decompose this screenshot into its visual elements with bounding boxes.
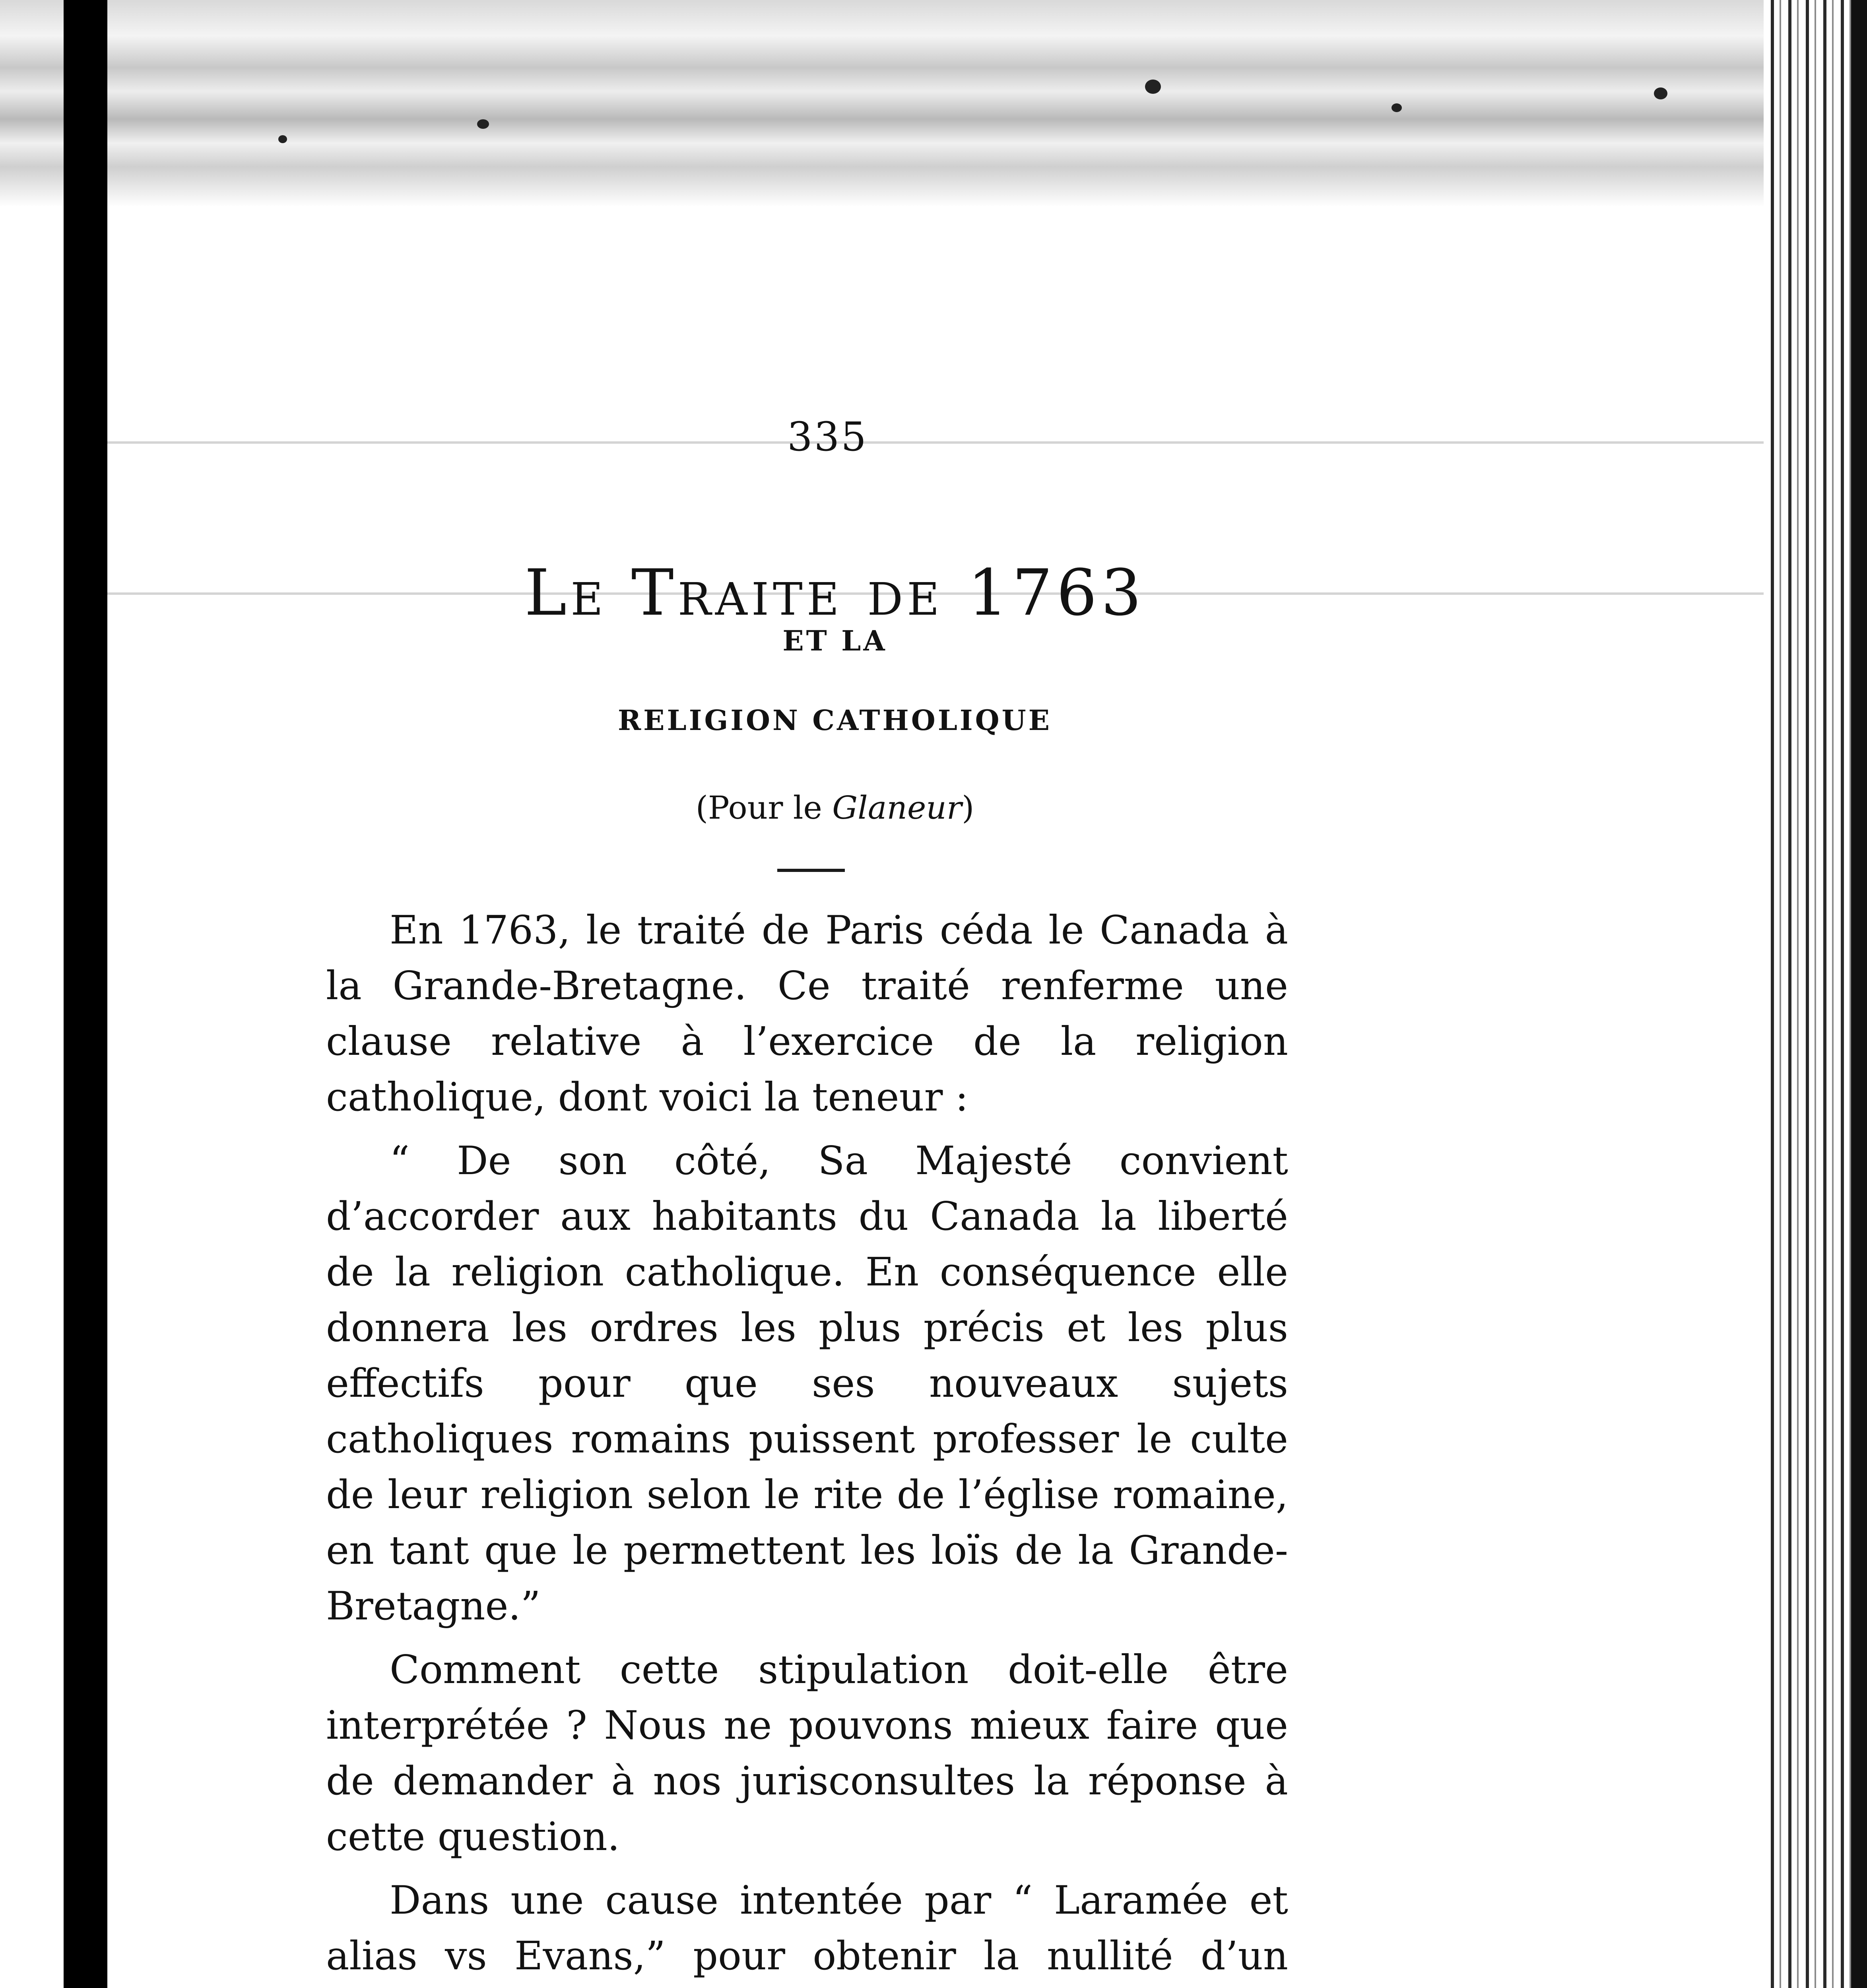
film-speck <box>477 119 489 129</box>
film-speck <box>278 135 287 143</box>
subtitle-et-la: ET LA <box>782 624 887 657</box>
byline-suffix: ) <box>962 789 974 826</box>
article-body <box>326 903 1288 1988</box>
paragraph: “ De son côté, Sa Majesté convient d’accorder aux habitants du Canada la liberté de la religion catholique. En conséquence elle donnera les ordres les plus précis et les plus effectifs pour que ses nouveaux sujets catholiques romains puissent professer le culte de leur religion selon le rite de l’église romaine, en tant que le permettent les loïs de la Grande-Bretagne.” <box>326 1138 1288 1629</box>
film-right-edge <box>1851 0 1867 1988</box>
film-speck <box>1392 103 1402 112</box>
article-title: Le Traite de 1763 <box>524 555 1145 630</box>
byline <box>477 789 1193 826</box>
film-left-band <box>64 0 107 1988</box>
byline-prefix: (Pour le <box>695 789 833 826</box>
title-divider <box>777 869 845 872</box>
byline-publication: Glaneur <box>832 789 962 826</box>
page-number: 335 <box>787 414 868 460</box>
film-speck <box>1654 87 1667 99</box>
faint-line <box>107 441 1764 444</box>
film-speck <box>1145 80 1161 94</box>
subtitle-religion: RELIGION CATHOLIQUE <box>617 704 1052 737</box>
paragraph: Comment cette stipulation doit-elle être interprétée ? Nous ne pouvons mieux faire que de demander à nos jurisconsultes la réponse à cette question. <box>326 1647 1288 1860</box>
film-top-edge <box>0 0 1867 207</box>
paragraph: Dans une cause intentée par “ Laramée et alias vs Evans,” pour obtenir la nullité d’un <box>326 1878 1288 1979</box>
paragraph: En 1763, le traité de Paris céda le Canada à la Grande-Bretagne. Ce traité renferme une clause relative à l’exercice de la religion catholique, dont voici la teneur : <box>326 908 1288 1120</box>
